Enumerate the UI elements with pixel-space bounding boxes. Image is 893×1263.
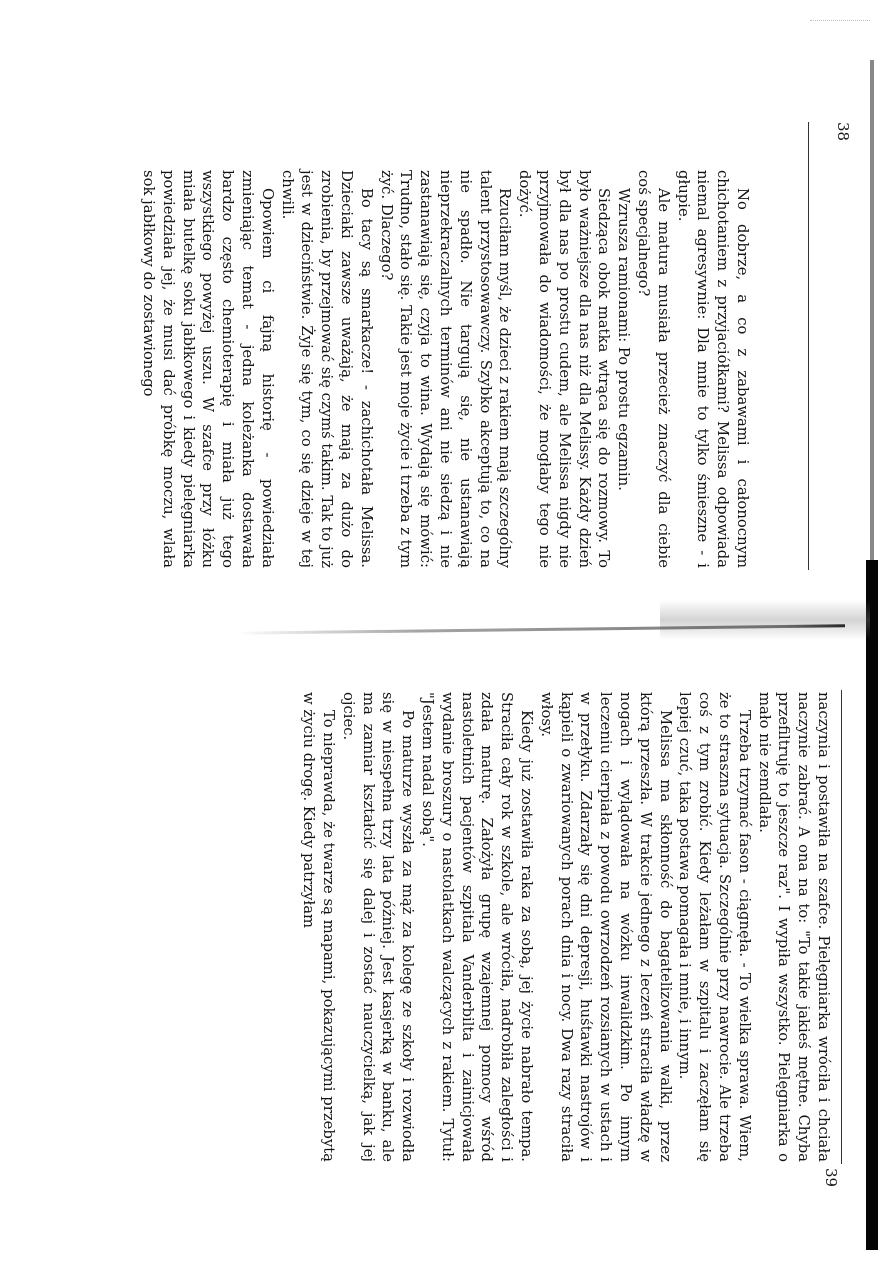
right-page (130, 690, 850, 1190)
paragraph: Po maturze wyszła za mąż za kolegę ze szkoły i rozwiodła się w niespełna trzy lata później. Jest kasjerką w banku, ale ma zamiar kształcić się dalej i zostać nauczycielką, jak jej ojciec. (339, 692, 417, 1162)
gutter-shadow (660, 600, 870, 640)
paragraph: Ale matura musiała przecież znaczyć dla ciebie coś specjalnego? (635, 170, 672, 568)
paragraph: Opowiem ci fajną historię - powiedziała zmieniając temat - jedna koleżanka dostawała bardzo często chemioterapię i miała już tego wszystkiego powyżej uszu. W szafce przy łóżku miała butelkę soku jabłkowego i kiedy pielęgniarka powiedziała jej, że musi dać próbkę moczu, wlała sok jabłkowy do zostawionego (140, 170, 276, 568)
left-page (140, 122, 852, 572)
paragraph: Siedząca obok matka wtrąca się do rozmowy. To było ważniejsze dla nas niż dla Melissy. Każdy dzień był dla nas po prostu cudem, ale Melissa nigdy nie przyjmowała do wiadomości, że mogłaby tego nie dożyć. (516, 170, 613, 568)
paragraph: No dobrze, a co z zabawami i całonocnym chichotaniem z przyjaciółkami? Melissa odpowiada niemal agresywnie: Dla mnie to tylko śmieszne - i głupie. (674, 170, 751, 568)
paragraph: Bo tacy są smarkacze! - zachichotała Melissa. Dzieciaki zawsze uważają, że mają za dużo do zrobienia, by przejmować się czymś takim. Tak to już jest w dzieciństwie. Żyje się tym, co się dzieje w tej chwili. (278, 170, 375, 569)
page-number-left: 38 (834, 122, 852, 142)
left-page-text (138, 170, 752, 568)
paragraph: Wzrusza ramionami: Po prostu egzamin. (615, 188, 633, 491)
page-edge-shadow (870, 60, 874, 560)
header-rule-right (841, 690, 842, 1164)
scan-artifact (810, 20, 870, 29)
binding-dark-edge (866, 560, 878, 1250)
paragraph: To nieprawda, że twarze są mapami, pokazującymi przebytą w życiu drogę. Kiedy patrzyłam (300, 692, 338, 1162)
paragraph: Kiedy już zostawiła raka za sobą, jej życie nabrało tempa. Straciła cały rok w szkole, ale wróciła, nadrobiła zaległości i zdała maturę. Założyła grupę wzajemnej pomocy wśród nastoletnich pacjentów szpitala Vanderbilta i zainicjowała wydanie broszury o nastolatkach walczących z rakiem. Tytuł: "Jestem nadal sobą". (419, 692, 536, 1162)
paragraph: naczynia i postawiła na szafce. Pielęgniarka wróciła i chciała naczynie zabrać. A ona na to: "To takie jakieś mętne. Chyba przefiltruję to jeszcze raz". I wypiła wszystko. Pielęgniarka o mało nie zemdlała. (755, 692, 832, 1162)
header-rule-left (808, 122, 809, 570)
paragraph: Rzuciłam myśl, że dzieci z rakiem mają szczególny talent przystosowawczy. Szybko akceptują to, co na nie spadło. Nie targują się, nie ustanawiają nieprzekraczalnych terminów ani nie siedzą i nie zastanawiają się, czyja to wina. Wydają się mówić: Trudno, stało się. Takie jest moje życie i trzeba z tym żyć. Dlaczego? (377, 170, 514, 568)
paragraph: Melissa ma skłonność do bagatelizowania walki, przez którą przeszła. W trakcie jednego z leczeń straciła władzę w nogach i wylądowała na wózku inwalidzkim. Po innym leczeniu cierpiała z powodu owrzodzeń rozsianych w ustach i w przełyku. Zdarzały się dni depresji, huśtawki nastrojów i kąpieli o zwariowanych porach dnia i nocy. Dwa razy straciła włosy. (537, 692, 674, 1162)
page-number-right: 39 (822, 1168, 840, 1188)
right-page-text (298, 692, 833, 1162)
paragraph: Trzeba trzymać fason - ciągnęła. - To wielka sprawa. Wiem, że to straszna sytuacja. Szczególnie przy nawrocie. Ale trzeba coś z tym zrobić. Kiedy leżałam w szpitalu i zaczęłam się lepiej czuć, taka postawa pomagała i mnie, i innym. (676, 692, 753, 1162)
